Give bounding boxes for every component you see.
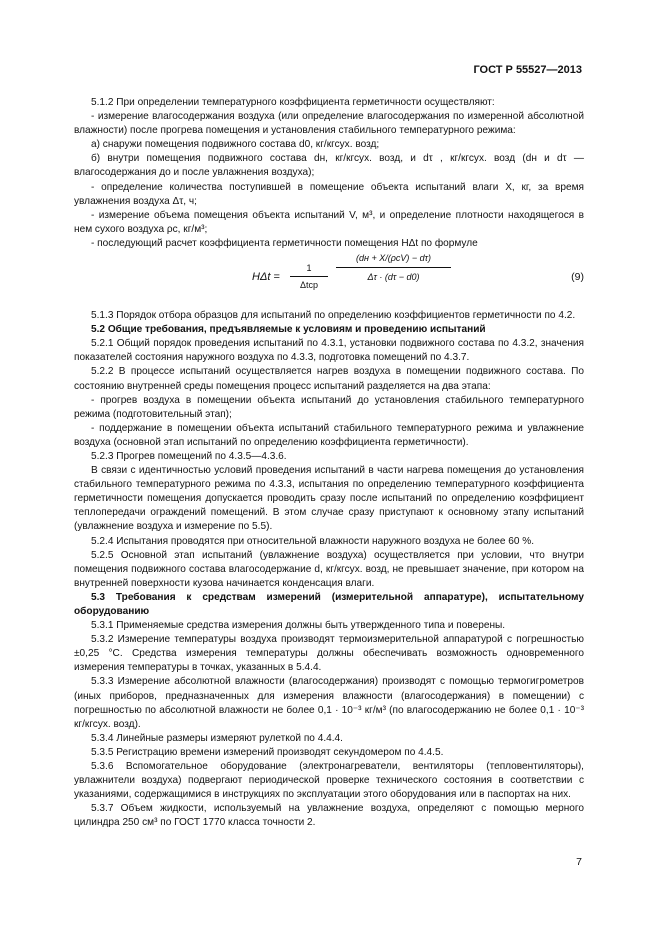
paragraph: - измерение объема помещения объекта испытаний V, м³, и определение плотности находящегося в нем сухого воздуха ρс, кг/м³; bbox=[74, 209, 584, 235]
formula-number: (9) bbox=[571, 271, 584, 284]
paragraph: 5.3.7 Объем жидкости, используемый на увлажнение воздуха, определяют с помощью мерного цилиндра 250 см³ по ГОСТ 1770 класса точности 2. bbox=[74, 803, 584, 829]
formula-frac-numerator: 1 bbox=[306, 263, 312, 274]
document-body bbox=[74, 96, 584, 831]
paragraph: - измерение влагосодержания воздуха (или определение влагосодержания по измеренной абсолютной влажности) после прогрева помещения и установления стабильного температурного режима: bbox=[74, 111, 584, 137]
paragraph: 5.1.3 Порядок отбора образцов для испытаний по определению коэффициентов герметичности по 4.2. bbox=[91, 310, 576, 322]
formula-frac-denominator: Δtср bbox=[299, 280, 319, 291]
paragraph: - определение количества поступившей в помещение объекта испытаний влаги X, кг, за время увлажнения воздуха Δτ, ч; bbox=[74, 181, 584, 207]
paragraph: 5.3.6 Вспомогательное оборудование (электронагреватели, вентиляторы (тепловентиляторы), увлажнители воздуха) подвергают периодической проверке технического состояния в соответствии с указаниями, содержащимися в инструкциях по эксплуатации этого оборудования или в паспортах на них. bbox=[74, 761, 584, 801]
paragraph: 5.2.5 Основной этап испытаний (увлажнение воздуха) осуществляется при условии, что внутри помещения подвижного состава влагосодержание d, кг/кгсух. возд, не превышает значение, при котором на внутренней поверхности кузова начинается конденсация влаги. bbox=[74, 549, 584, 589]
paragraph: 5.2.3 Прогрев помещений по 4.3.5—4.3.6. bbox=[91, 450, 287, 462]
paragraph: 5.2.4 Испытания проводятся при относительной влажности наружного воздуха не более 60 %. bbox=[91, 535, 535, 547]
paragraph: б) внутри помещения подвижного состава dн, кг/кгсух. возд, и dτ , кг/кгсух. возд (dн и dτ — влагосодержания до и после увлажнения воздуха); bbox=[74, 153, 584, 179]
paragraph: - прогрев воздуха в помещении объекта испытаний до установления стабильного температурного режима (подготовительный этап); bbox=[74, 394, 584, 420]
formula-main-fraction bbox=[336, 251, 451, 284]
formula-main-numerator: (dн + X/(ρсV) − dτ) bbox=[356, 253, 431, 264]
paragraph: - поддержание в помещении объекта испытаний стабильного температурного режима и увлажнение воздуха (основной этап испытаний по определению коэффициента герметичности). bbox=[74, 422, 584, 448]
paragraph: 5.3.3 Измерение абсолютной влажности (влагосодержания) производят с помощью термогигрометров (иных приборов, предназначенных для измерения влажности (влагосодержания) в помещении) с погрешностью по абсолютной влажности не более 0,1 · 10⁻³ кг/м³ (по влагосодержанию не более 0,1 · 10⁻³ кг/кгсух. возд). bbox=[74, 676, 584, 730]
page-number: 7 bbox=[576, 856, 582, 868]
paragraph: 5.3.2 Измерение температуры воздуха производят термоизмерительной аппаратурой с погрешностью ±0,25 °С. Средства измерения температуры должны обеспечивать возможность одновременного измерения температуры в точках, указанных в 5.4.4. bbox=[74, 634, 584, 674]
formula-main-denominator: Δτ · (dτ − d0) bbox=[367, 272, 420, 283]
paragraph: - последующий расчет коэффициента герметичности помещения HΔt по формуле bbox=[91, 237, 478, 249]
formula-9 bbox=[74, 251, 584, 309]
paragraph: В связи с идентичностью условий проведения испытаний в части нагрева помещения до установления стабильного температурного режима по 4.3.3, испытания по определению температурного коэффициента герметичности помещения допускается проводить сразу после испытаний по определению коэффициент теплопередачи ограждений помещений. В этом случае сразу приступают к основному этапу испытаний (увлажнение воздуха и измерение по 5.5). bbox=[74, 465, 584, 533]
paragraph: а) снаружи помещения подвижного состава d0, кг/кгсух. возд; bbox=[91, 139, 380, 151]
formula-lhs: HΔt = bbox=[252, 271, 280, 284]
section-heading: 5.3 Требования к средствам измерений (измерительной аппаратуре), испытательному оборудованию bbox=[74, 591, 584, 617]
paragraph: 5.2.1 Общий порядок проведения испытаний по 4.3.1, установки подвижного состава по 4.3.2, значения показателей состояния наружного воздуха по 4.3.3, подготовка помещений по 4.3.7. bbox=[74, 338, 584, 364]
section-heading: 5.2 Общие требования, предъявляемые к условиям и проведению испытаний bbox=[91, 324, 486, 336]
paragraph: 5.3.4 Линейные размеры измеряют рулеткой по 4.4.4. bbox=[91, 732, 343, 744]
paragraph: 5.1.2 При определении температурного коэффициента герметичности осуществляют: bbox=[91, 97, 495, 108]
document-header: ГОСТ Р 55527—2013 bbox=[473, 64, 582, 76]
paragraph: 5.3.5 Регистрацию времени измерений производят секундомером по 4.4.5. bbox=[91, 746, 444, 758]
fraction-line bbox=[336, 267, 451, 268]
paragraph: 5.2.2 В процессе испытаний осуществляется нагрев воздуха в помещении подвижного состава. По состоянию внутренней среды помещения процесс испытаний разделяется на два этапа: bbox=[74, 366, 584, 392]
formula-fraction bbox=[288, 261, 330, 292]
paragraph: 5.3.1 Применяемые средства измерения должны быть утвержденного типа и поверены. bbox=[91, 620, 506, 632]
fraction-line bbox=[290, 276, 328, 277]
